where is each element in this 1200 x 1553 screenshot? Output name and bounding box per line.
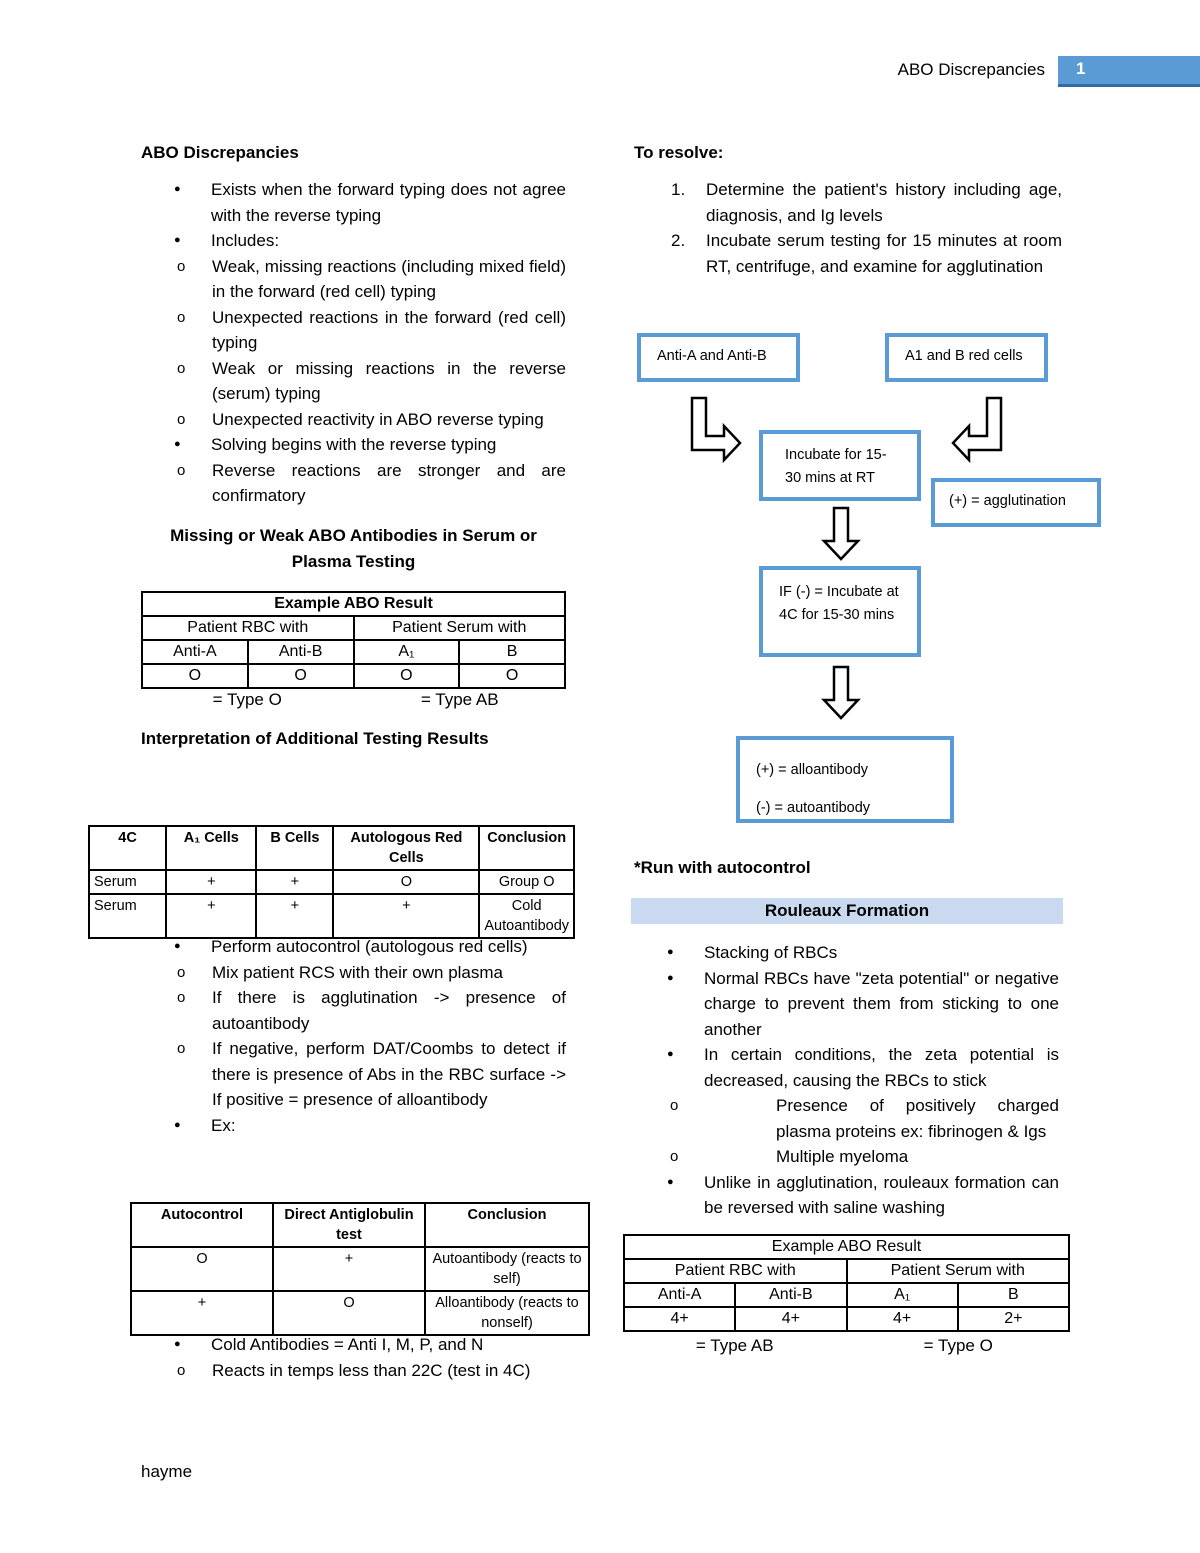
step-item: 1. Determine the patient's history including age, diagnosis, and Ig levels	[671, 180, 1062, 225]
table-cell: Serum	[89, 894, 166, 938]
flow-box-if-negative: IF (-) = Incubate at 4C for 15-30 mins	[759, 566, 921, 657]
arrow-down-icon	[820, 664, 862, 722]
table-row	[131, 1247, 589, 1291]
list-item: ● In certain conditions, the zeta potential is decreased, causing the RBCs to stick o Presence of positively charged plasma proteins ex: fibrinogen & Igs o Multiple myeloma	[634, 1042, 1059, 1170]
table-row	[89, 870, 574, 894]
type-result-row	[141, 689, 566, 711]
arrow-left-bend-icon	[943, 390, 1013, 465]
flow-box-results	[736, 736, 954, 823]
table-title: Example ABO Result	[624, 1235, 1069, 1259]
type-right: = Type O	[923, 1336, 993, 1355]
flow-box-agglutination: (+) = agglutination	[931, 478, 1101, 527]
table-cell: Serum	[89, 870, 166, 894]
arrow-right-bend-icon	[680, 390, 750, 465]
table-cell: O	[333, 870, 479, 894]
flow-box-red-cells: A1 and B red cells	[885, 333, 1048, 382]
autocontrol-note: *Run with autocontrol	[634, 858, 811, 877]
table-cell: O	[459, 664, 565, 688]
cold-antibodies-section	[141, 1332, 566, 1383]
sub-list-item: o Mix patient RCS with their own plasma	[141, 960, 566, 986]
header-title: ABO Discrepancies	[897, 60, 1045, 79]
sub-list-item: o Reverse reactions are stronger and are confirmatory	[141, 458, 566, 509]
sub-list-item: o Unexpected reactivity in ABO reverse typing	[141, 407, 566, 433]
page-number: 1	[1076, 59, 1086, 78]
table-cell: +	[256, 894, 333, 938]
table-cell: O	[354, 664, 460, 688]
table-header-cell: Conclusion	[425, 1203, 589, 1247]
sub-list-item: o If negative, perform DAT/Coombs to detect if there is presence of Abs in the RBC surface -> If positive = presence of alloantibody	[141, 1036, 566, 1113]
type-left: = Type O	[212, 689, 282, 709]
list-item: ● Includes: o Weak, missing reactions (including mixed field) in the forward (red cell) typing o Unexpected reactions in the forward (red cell) typing o Weak or missing reactions in the reverse (serum) typing o Unexpected reactivity in ABO reverse typing	[141, 228, 566, 432]
table-header-cell: A₁	[847, 1283, 958, 1307]
left-column	[141, 143, 566, 765]
table-cell: +	[166, 870, 256, 894]
table-cell: O	[142, 664, 248, 688]
table-group-header: Patient RBC with	[624, 1259, 847, 1283]
page-number-bar	[1058, 56, 1200, 87]
interpretation-table	[88, 825, 575, 939]
autocontrol-list	[141, 934, 566, 1138]
autocontrol-section	[141, 934, 566, 1138]
table-header-cell: Autocontrol	[131, 1203, 273, 1247]
table-header-cell: Anti-A	[624, 1283, 735, 1307]
resolve-steps	[634, 177, 1062, 279]
list-item: ● Cold Antibodies = Anti I, M, P, and N o Reacts in temps less than 22C (test in 4C)	[141, 1332, 566, 1383]
table-header-cell: B	[459, 640, 565, 664]
right-column	[634, 143, 1062, 279]
table-cell: 4+	[735, 1307, 846, 1331]
table-cell: 2+	[958, 1307, 1069, 1331]
list-item: ● Ex:	[141, 1113, 566, 1139]
section-heading-resolve: To resolve:	[634, 143, 724, 162]
table-header-cell: Anti-B	[248, 640, 354, 664]
table-row	[89, 894, 574, 938]
table-row	[131, 1291, 589, 1335]
list-item: ● Perform autocontrol (autologous red cells) o Mix patient RCS with their own plasma o If there is agglutination -> presence of autoantibody o If negative, perform DAT/Coombs to detect if there is presence of Abs in the RBC surface -> If positive = presence of alloantibody	[141, 934, 566, 1113]
table-title: Example ABO Result	[142, 592, 565, 616]
type-left: = Type AB	[695, 1336, 774, 1355]
rouleaux-title: Rouleaux Formation	[631, 898, 1063, 924]
table-cell: +	[333, 894, 479, 938]
table-header-cell: B	[958, 1283, 1069, 1307]
section-heading-abo: ABO Discrepancies	[141, 143, 299, 162]
table-header-cell: B Cells	[256, 826, 333, 870]
footer-author: hayme	[141, 1462, 193, 1481]
table-header-cell: Conclusion	[479, 826, 574, 870]
cold-antibodies-list	[141, 1332, 566, 1383]
discrepancy-list	[141, 177, 566, 509]
sub-list-item: o Unexpected reactions in the forward (red cell) typing	[141, 305, 566, 356]
table-group-header: Patient RBC with	[142, 616, 354, 640]
type-result-row-2	[623, 1335, 1070, 1357]
table-cell: +	[131, 1291, 273, 1335]
result-alloantibody: (+) = alloantibody	[756, 762, 869, 778]
table-cell: 4+	[624, 1307, 735, 1331]
list-item: ● Unlike in agglutination, rouleaux formation can be reversed with saline washing	[634, 1170, 1059, 1221]
table-cell: +	[273, 1247, 425, 1291]
list-item: ● Exists when the forward typing does not agree with the reverse typing	[141, 177, 566, 228]
flow-box-antisera: Anti-A and Anti-B	[637, 333, 800, 382]
list-item: ● Solving begins with the reverse typing o Reverse reactions are stronger and are confirmatory	[141, 432, 566, 509]
example-abo-table-1	[141, 591, 566, 689]
sub-list-item: o If there is agglutination -> presence of autoantibody	[141, 985, 566, 1036]
sub-list-item: o Reacts in temps less than 22C (test in 4C)	[141, 1358, 566, 1384]
type-right: = Type AB	[420, 689, 499, 709]
table-cell: +	[256, 870, 333, 894]
missing-antibodies-title: Missing or Weak ABO Antibodies in Serum or Plasma Testing	[170, 525, 537, 571]
table-group-header: Patient Serum with	[847, 1259, 1070, 1283]
result-autoantibody: (-) = autoantibody	[756, 800, 871, 816]
table-header-cell: 4C	[89, 826, 166, 870]
autocontrol-table	[130, 1202, 590, 1336]
table-cell: Autoantibody (reacts to self)	[425, 1247, 589, 1291]
table-group-header: Patient Serum with	[354, 616, 566, 640]
interpretation-title: Interpretation of Additional Testing Results	[141, 728, 489, 748]
table-header-cell: Direct Antiglobulin test	[273, 1203, 425, 1247]
table-cell: Alloantibody (reacts to nonself)	[425, 1291, 589, 1335]
sub-list-item: o Weak, missing reactions (including mixed field) in the forward (red cell) typing	[141, 254, 566, 305]
table-header-cell: A₁	[354, 640, 460, 664]
sub-list-item: o Presence of positively charged plasma proteins ex: fibrinogen & Igs	[634, 1093, 1059, 1144]
list-item: ● Normal RBCs have "zeta potential" or negative charge to prevent them from sticking to one another	[634, 966, 1059, 1043]
flow-box-incubate: Incubate for 15-30 mins at RT	[759, 430, 921, 501]
list-item: ● Stacking of RBCs	[634, 940, 1059, 966]
table-cell: O	[248, 664, 354, 688]
arrow-down-icon	[820, 505, 862, 563]
table-cell: 4+	[847, 1307, 958, 1331]
step-item: 2. Incubate serum testing for 15 minutes at room RT, centrifuge, and examine for agglutination	[671, 231, 1062, 276]
sub-list-item: o Weak or missing reactions in the reverse (serum) typing	[141, 356, 566, 407]
table-header-cell: Anti-B	[735, 1283, 846, 1307]
table-cell: O	[273, 1291, 425, 1335]
table-cell: +	[166, 894, 256, 938]
table-cell: O	[131, 1247, 273, 1291]
table-cell: Group O	[479, 870, 574, 894]
rouleaux-section	[634, 940, 1059, 1221]
table-header-cell: A₁ Cells	[166, 826, 256, 870]
rouleaux-list	[634, 940, 1059, 1221]
example-abo-table-2	[623, 1234, 1070, 1332]
table-header-cell: Anti-A	[142, 640, 248, 664]
table-header-cell: Autologous Red Cells	[333, 826, 479, 870]
table-cell: Cold Autoantibody	[479, 894, 574, 938]
sub-list-item: o Multiple myeloma	[634, 1144, 1059, 1170]
